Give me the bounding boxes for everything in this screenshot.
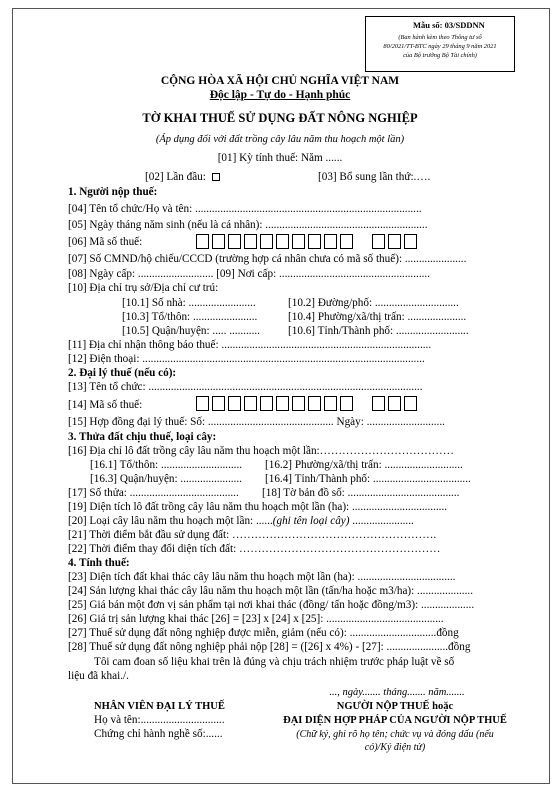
form-note-2: 80/2021/TT-BTC ngày 29 tháng 9 năm 2021 <box>383 43 497 50</box>
field-10-3[interactable]: [10.3] Tổ/thôn: ....................... <box>122 311 258 323</box>
field-10-6[interactable]: [10.6] Tỉnh/Thành phố: .......................... <box>288 325 469 337</box>
field-12[interactable]: [12] Điện thoại: ..................................................................................................... <box>68 353 425 365</box>
field-08-09[interactable]: [08] Ngày cấp: ........................... [09] Nơi cấp: ...................................................... <box>68 268 431 280</box>
oath-line-1: Tôi cam đoan số liệu khai trên là đúng và chịu trách nhiệm trước pháp luật về số <box>94 656 455 668</box>
field-16-3[interactable]: [16.3] Quận/huyện: ...................... <box>90 473 242 485</box>
agent-name[interactable]: Họ và tên:.............................. <box>94 714 225 726</box>
field-10-5[interactable]: [10.5] Quận/huyện: ..... ........... <box>122 325 260 337</box>
payer-title-2: ĐẠI DIỆN HỢP PHÁP CỦA NGƯỜI NỘP THUẾ <box>283 715 507 726</box>
page-title: TỜ KHAI THUẾ SỬ DỤNG ĐẤT NÔNG NGHIỆP <box>142 111 418 125</box>
motto: Độc lập - Tự do - Hạnh phúc <box>209 89 351 101</box>
field-22[interactable]: [22] Thời điểm thay đổi diện tích đất: ……………………………………………… <box>68 543 441 555</box>
agent-tax-code-cells[interactable] <box>196 396 356 411</box>
form-note-3: của Bộ trưởng Bộ Tài chính) <box>403 52 477 59</box>
nation-heading: CỘNG HÒA XÃ HỘI CHỦ NGHĨA VIỆT NAM <box>160 75 400 87</box>
section-3-heading: 3. Thửa đất chịu thuế, loại cây: <box>68 431 217 443</box>
first-time-label: [02] Lần đầu: <box>145 171 206 183</box>
first-time-field <box>145 171 220 184</box>
field-17[interactable]: [17] Số thửa: ....................................... <box>68 487 239 499</box>
field-16-2[interactable]: [16.2] Phường/xã/thị trấn: ............................ <box>265 459 463 471</box>
section-4-heading: 4. Tính thuế: <box>68 557 130 569</box>
field-10-1[interactable]: [10.1] Số nhà: ........................ <box>122 297 256 309</box>
field-20[interactable] <box>68 515 414 528</box>
field-28[interactable]: [28] Thuế sử dụng đất nông nghiệp phải nộp [28] = ([26] x 4%) - [27]: ......................đồng <box>68 641 471 653</box>
form-code-box <box>365 16 515 72</box>
agent-title: NHÂN VIÊN ĐẠI LÝ THUẾ <box>94 701 225 712</box>
field-10-2[interactable]: [10.2] Đường/phố: .............................. <box>288 297 459 309</box>
tax-code-branch-cells[interactable] <box>372 234 420 249</box>
form-code: Mẫu số: 03/SDDNN <box>413 20 485 30</box>
sign-date: ..., ngày....... tháng....... năm....... <box>329 687 465 698</box>
field-23[interactable]: [23] Diện tích đất khai thác cây lâu năm thu hoạch một lần (ha): ................................... <box>68 571 456 583</box>
field-05[interactable]: [05] Ngày tháng năm sinh (nếu là cá nhân): .......................................................... <box>68 219 428 231</box>
page-subtitle: (Áp dụng đối với đất trồng cây lâu năm thu hoạch một lần) <box>155 134 405 145</box>
field-13[interactable]: [13] Tên tổ chức: .................................................................................................. <box>68 381 423 393</box>
field-15[interactable]: [15] Hợp đồng đại lý thuế: Số: ............................................. Ngày: ............................ <box>68 416 445 428</box>
field-25[interactable]: [25] Giá bán một đơn vị sản phẩm tại nơi khai thác (đồng/ tấn hoặc đồng/m3): ................... <box>68 599 475 611</box>
field-18[interactable]: [18] Tờ bản đồ số: ........................................ <box>262 487 460 499</box>
field-10-4[interactable]: [10.4] Phường/xã/thị trấn: ..................... <box>288 311 467 323</box>
tax-code-cells[interactable] <box>196 234 356 249</box>
section-2-heading: 2. Đại lý thuế (nếu có): <box>68 367 177 379</box>
field-24[interactable]: [24] Sản lượng khai thác cây lâu năm thu hoạch một lần (tấn/ha hoặc m3/ha): .................... <box>68 585 473 597</box>
field-16-1[interactable]: [16.1] Tổ/thôn: ............................. <box>90 459 243 471</box>
oath-line-2: liệu đã khai./. <box>68 670 129 682</box>
form-note-1: (Ban hành kèm theo Thông tư số <box>398 34 482 41</box>
supplement-field[interactable]: [03] Bổ sung lần thứ:.…. <box>318 171 431 183</box>
section-1-heading: 1. Người nộp thuế: <box>68 186 158 198</box>
field-20-label: [20] Loại cây lâu năm thu hoạch một lần: ...... <box>68 515 273 527</box>
field-19[interactable]: [19] Diện tích lô đất trồng cây lâu năm thu hoạch một lần (ha): .................................. <box>68 501 448 513</box>
field-04[interactable]: [04] Tên tổ chức/Họ và tên: ................................................................................. <box>68 203 422 215</box>
field-16[interactable]: [16] Địa chỉ lô đất trồng cây lâu năm thu hoạch một lần:……………………………… <box>68 445 454 457</box>
field-20-dots: ...................... <box>349 515 414 527</box>
payer-note-2: có)/Ký điện tử) <box>364 742 426 753</box>
field-07[interactable]: [07] Số CMND/hộ chiếu/CCCD (trường hợp cá nhân chưa có mã số thuế): ...................... <box>68 253 467 265</box>
field-26[interactable]: [26] Giá trị sản lượng khai thác [26] = [23] x [24] x [25]: .......................................... <box>68 613 444 625</box>
field-21[interactable]: [21] Thời điểm bắt đầu sử dụng đất: ………………………………………………. <box>68 529 437 541</box>
payer-note-1: (Chữ ký, ghi rõ họ tên; chức vụ và đóng dấu (nếu <box>296 729 494 740</box>
agent-tax-code-branch-cells[interactable] <box>372 396 420 411</box>
field-27[interactable]: [27] Thuế sử dụng đất nông nghiệp được miễn, giảm (nếu có): ...............................đồng <box>68 627 459 639</box>
tax-period: [01] Kỳ tính thuế: Năm ...... <box>217 152 343 164</box>
field-14-label: [14] Mã số thuế: <box>68 399 143 411</box>
field-20-hint: (ghi tên loại cây) <box>272 515 350 527</box>
field-06-label: [06] Mã số thuế: <box>68 236 143 248</box>
field-16-4[interactable]: [16.4] Tỉnh/Thành phố: ................................... <box>265 473 471 485</box>
field-11[interactable]: [11] Địa chỉ nhận thông báo thuế: ........................................................................... <box>68 339 432 351</box>
agent-certificate[interactable]: Chứng chỉ hành nghề số:...... <box>94 728 223 740</box>
field-10-label: [10] Địa chỉ trụ sở/Địa chỉ cư trú: <box>68 282 219 294</box>
first-time-checkbox[interactable] <box>212 173 220 181</box>
payer-title-1: NGƯỜI NỘP THUẾ hoặc <box>336 701 454 712</box>
